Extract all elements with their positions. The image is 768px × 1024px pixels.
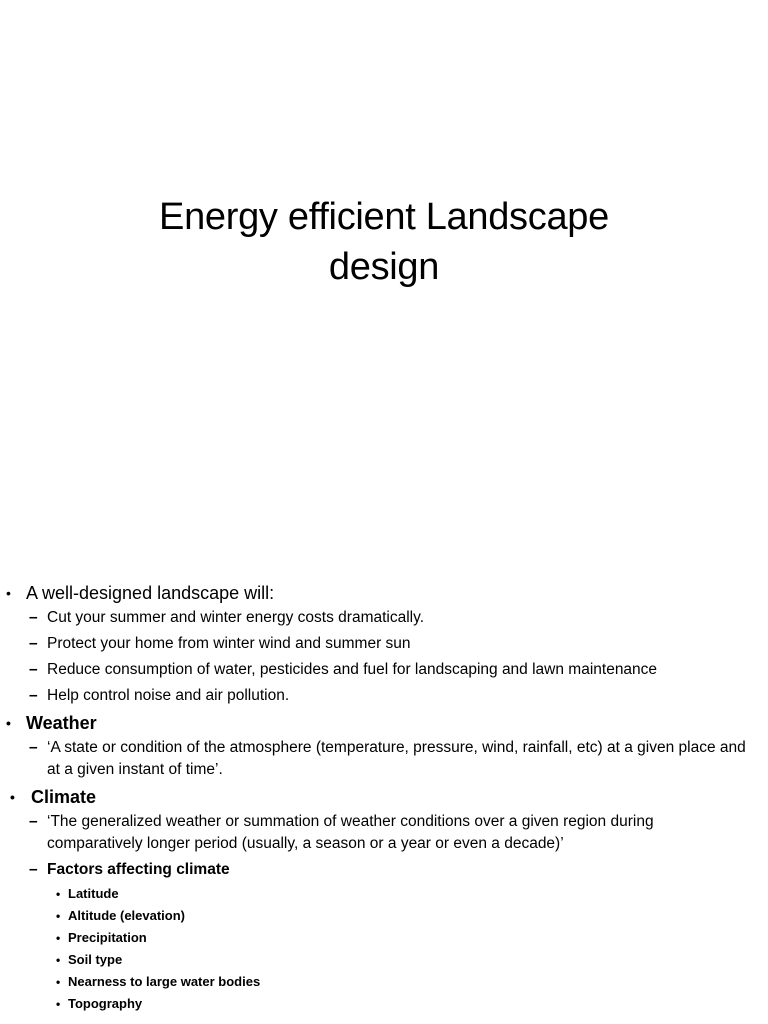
factor-item: • Soil type — [56, 952, 123, 967]
bullet-icon: • — [56, 909, 61, 923]
bullet-icon: • — [56, 997, 61, 1011]
factor-item: • Latitude — [56, 886, 119, 901]
title-line-1: Energy efficient Landscape — [159, 196, 609, 238]
weather-definition: – ‘A state or condition of the atmosphere (temperature, pressure, wind, rainfall, etc) at a given place and at a given instant of time’. — [29, 739, 746, 778]
page-title — [0, 192, 768, 292]
slide-content — [0, 581, 768, 1024]
bullet-icon: • — [6, 585, 11, 601]
dash-icon: – — [29, 739, 38, 756]
dash-icon: – — [29, 609, 38, 626]
weather-heading: • Weather — [6, 713, 97, 733]
dash-icon: – — [29, 635, 38, 652]
list-item: – Cut your summer and winter energy costs dramatically. — [0, 607, 753, 629]
climate-heading: • Climate — [10, 787, 97, 807]
climate-definition: – ‘The generalized weather or summation of weather conditions over a given region during comparatively longer period (usually, a season or a year or even a decade)’ — [29, 813, 654, 852]
dash-icon: – — [29, 661, 38, 678]
factor-item: • Topography — [56, 996, 143, 1011]
bullet-icon: • — [6, 715, 11, 731]
list-item: – Reduce consumption of water, pesticides and fuel for landscaping and lawn maintenance — [0, 659, 753, 681]
bullet-icon: • — [56, 953, 61, 967]
list-item: – Help control noise and air pollution. — [0, 685, 753, 707]
factor-item: • Nearness to large water bodies — [56, 974, 261, 989]
list-item: – Protect your home from winter wind and summer sun — [0, 633, 753, 655]
bullet-icon: • — [10, 789, 15, 805]
dash-icon: – — [29, 861, 38, 878]
dash-icon: – — [29, 687, 38, 704]
dash-icon: – — [29, 813, 38, 830]
factor-item: • Precipitation — [56, 930, 147, 945]
bullet-icon: • — [56, 887, 61, 901]
title-line-2: design — [328, 246, 440, 288]
factors-heading: – Factors affecting climate — [0, 859, 753, 881]
intro-heading: • A well-designed landscape will: — [6, 583, 275, 603]
bullet-icon: • — [56, 975, 61, 989]
bullet-icon: • — [56, 931, 61, 945]
factor-item: • Altitude (elevation) — [56, 908, 186, 923]
